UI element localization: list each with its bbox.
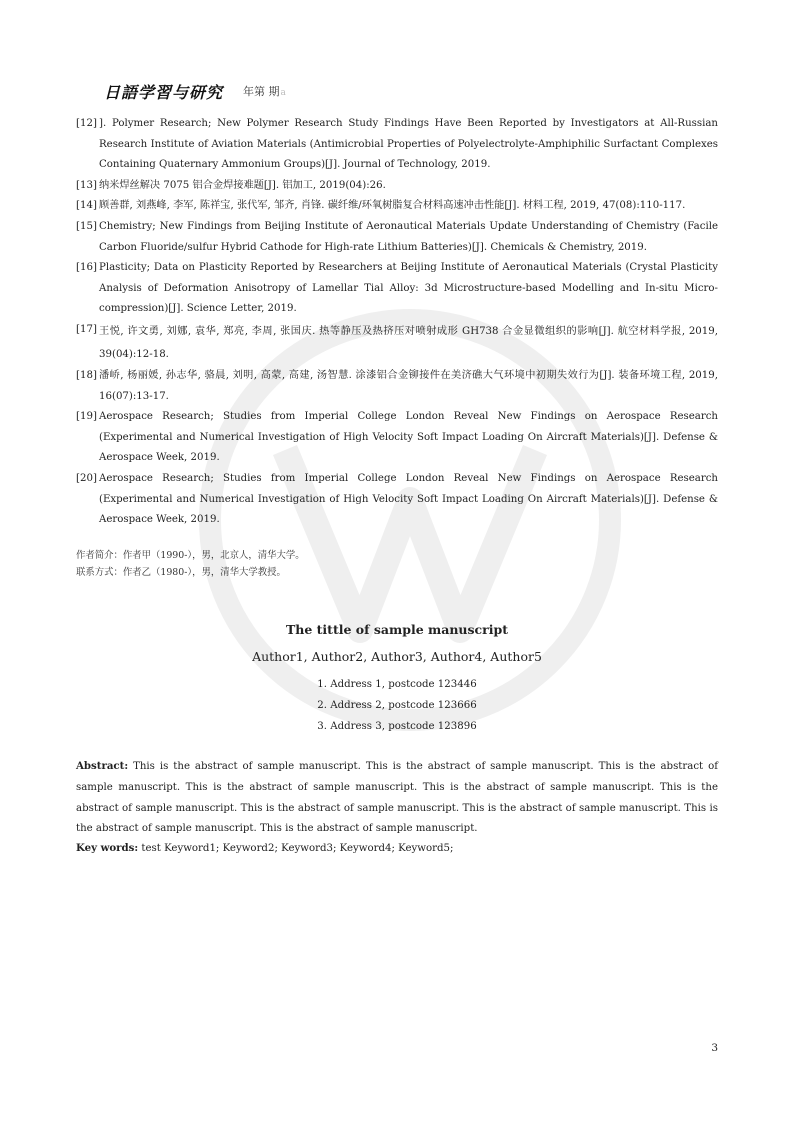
reference-item [76,176,718,197]
author-notes [76,548,305,581]
reference-item [76,258,718,320]
address-list [76,674,718,737]
reference-list [76,114,718,531]
reference-item [76,217,718,258]
author-bio: 作者简介：作者甲（1990-），男，北京人，清华大学。 [76,550,305,561]
address-line: 2. Address 2, postcode 123666 [317,700,477,711]
reference-number: [13] [76,179,97,191]
reference-number: [20] [76,472,97,484]
issue-mark: a [280,88,286,98]
reference-item [76,407,718,469]
reference-number: [17] [76,323,97,335]
reference-text: ]. Polymer Research; New Polymer Research Study Findings Have Been Reported by Investigators at All-Russian Research Institute of Aviation Materials (Antimicrobial Properties of Polyelectrolyte-Amphiphilic Surfactant Complexes Containing Quaternary Ammonium Groups)[J]. Journal of Technology, 2019. [99,118,718,171]
address-line: 1. Address 1, postcode 123446 [317,679,477,690]
reference-number: [16] [76,262,97,274]
manuscript-authors: Author1, Author2, Author3, Author4, Author5 [252,649,542,664]
reference-item [76,366,718,407]
keywords-label: Key words: [76,842,139,854]
journal-logo: 日語学習与研究 [104,82,224,102]
issue-label: 年第 期 [243,85,280,98]
reference-text: Aerospace Research; Studies from Imperial College London Reveal New Findings on Aerospace Research (Experimental and Numerical Investigation of High Velocity Soft Impact Loading On Aircraft Materials)[J]. Defense & Aerospace Week, 2019. [99,411,718,464]
manuscript-heading [76,620,718,737]
reference-number: [14] [76,200,97,212]
reference-item [76,114,718,176]
abstract-label: Abstract: [76,760,129,772]
reference-item [76,320,718,366]
reference-text: 王悦, 许文勇, 刘娜, 袁华, 郑亮, 李周, 张国庆. 热等静压及热挤压对喷射成形 GH738 合金显微组织的影响[J]. 航空材料学报, 2019, 39(04):12-18. [99,325,718,360]
reference-text: Aerospace Research; Studies from Imperial College London Reveal New Findings on Aerospace Research (Experimental and Numerical Investigation of High Velocity Soft Impact Loading On Aircraft Materials)[J]. Defense & Aerospace Week, 2019. [99,472,718,526]
manuscript-title: The tittle of sample manuscript [285,622,509,637]
page-number: 3 [711,1042,718,1054]
address-line: 3. Address 3, postcode 123896 [317,721,477,732]
reference-text: Plasticity; Data on Plasticity Reported by Researchers at Beijing Institute of Aeronautical Materials (Crystal Plasticity Analysis of Deformation Anisotropy of Lamellar Tial Alloy: 3d Microstructure-based Modelling and In-situ Micro-compression)[J]. Science Letter, 2019. [99,262,718,315]
reference-item [76,469,718,531]
reference-text: 纳米焊丝解决 7075 铝合金焊接难题[J]. 铝加工, 2019(04):26. [99,179,386,191]
author-contact: 联系方式：作者乙（1980-），男，清华大学教授。 [76,566,286,578]
reference-number: [12] [76,118,97,129]
keywords [76,838,718,860]
reference-number: [15] [76,220,97,232]
keywords-text: test Keyword1; Keyword2; Keyword3; Keyword4; Keyword5; [141,843,454,854]
reference-number: [19] [76,411,97,423]
reference-text: Chemistry; New Findings from Beijing Institute of Aeronautical Materials Update Understanding of Chemistry (Facile Carbon Fluoride/sulfur Hybrid Cathode for High-rate Lithium Batteries)[J]. Chemicals & Chemistry, 2019. [99,220,718,253]
abstract [76,756,718,840]
reference-number: [18] [76,369,97,381]
reference-item [76,196,718,217]
page-header [104,78,286,104]
issue-info [243,83,286,99]
reference-text: 顾善群, 刘燕峰, 李军, 陈祥宝, 张代军, 邹齐, 肖锋. 碳纤维/环氧树脂复合材料高速冲击性能[J]. 材料工程, 2019, 47(08):110-117. [99,200,686,212]
reference-text: 潘峤, 杨丽媛, 孙志华, 骆晨, 刘明, 高蒙, 高建, 汤智慧. 涂漆铝合金铆接件在美济礁大气环境中初期失效行为[J]. 装备环境工程, 2019, 16(07):13-17. [99,369,718,402]
abstract-text: This is the abstract of sample manuscript. This is the abstract of sample manuscript. This is the abstract of sample manuscript. This is the abstract of sample manuscript. This is the abstract of sample manuscript. This is the abstract of sample manuscript. This is the abstract of sample manuscript. This is the abstract of sample manuscript. This is the abstract of sample manuscript. This is the abstract of sample manuscript. [76,761,718,835]
